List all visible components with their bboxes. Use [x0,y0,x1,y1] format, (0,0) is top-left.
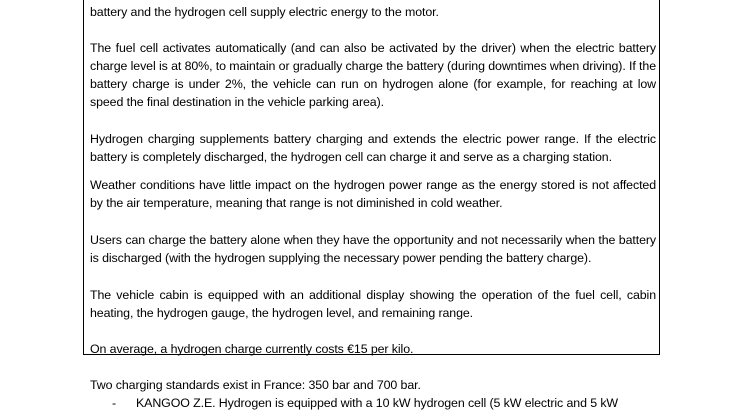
list-item-text: KANGOO Z.E. Hydrogen is equipped with a 10 kW hydrogen cell (5 kW electric and 5 kW [136,396,619,410]
box-paragraph-5: Users can charge the battery alone when they have the opportunity and not necessarily when the battery is discharged (with the hydrogen supplying the necessary power pending the battery charge). [90,233,656,265]
box-paragraph-2: The fuel cell activates automatically (and can also be activated by the driver) when the electric battery charge level is at 80%, to maintain or gradually charge the battery (during downtimes when driving). If the battery charge is under 2%, the vehicle can run on hydrogen alone (for example, for reaching at low speed the final destination in the vehicle parking area). [90,41,656,109]
box-paragraph-7: On average, a hydrogen charge currently costs €15 per kilo. [90,342,414,356]
box-paragraph-4: Weather conditions have little impact on the hydrogen power range as the energy stored is not affected by the air temperature, meaning that range is not diminished in cold weather. [90,178,656,210]
box-paragraph-3: Hydrogen charging supplements battery charging and extends the electric power range. If the electric battery is completely discharged, the hydrogen cell can charge it and serve as a charging station. [90,132,656,164]
list-item [90,394,656,412]
box-paragraph-6: The vehicle cabin is equipped with an additional display showing the operation of the fuel cell, cabin heating, the hydrogen gauge, the hydrogen level, and remaining range. [90,288,656,320]
box-paragraph-1: battery and the hydrogen cell supply electric energy to the motor. [90,5,439,19]
list-bullet: - [112,396,117,410]
charging-standards-text: Two charging standards exist in France: 350 bar and 700 bar. [90,378,421,392]
